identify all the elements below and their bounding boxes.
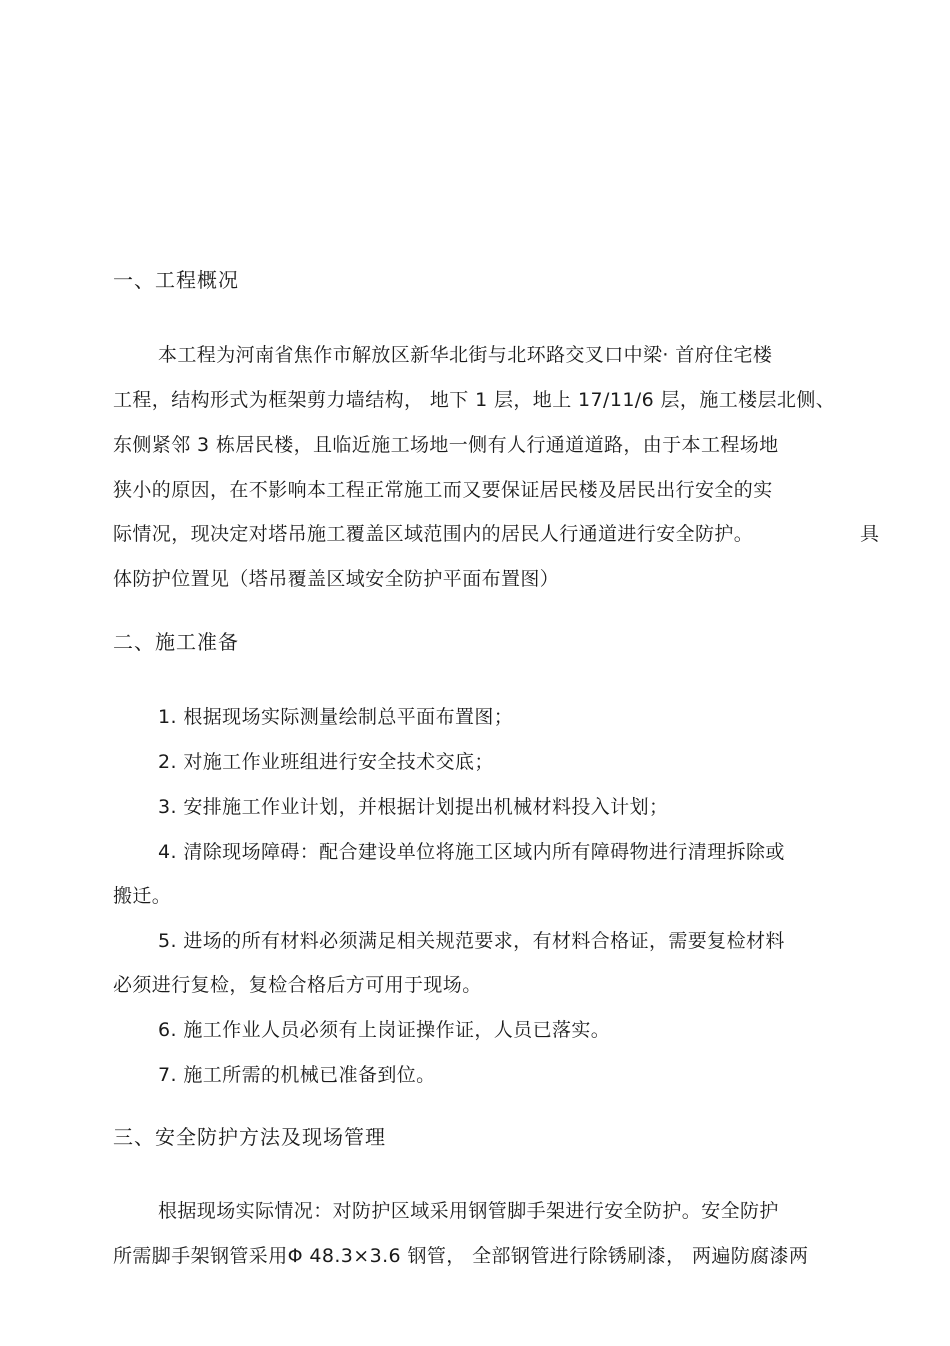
paragraph-line: 具 [860,523,880,545]
list-item: 2. 对施工作业班组进行安全技术交底； [158,751,494,773]
paragraph-line: 体防护位置见（塔吊覆盖区域安全防护平面布置图） [113,568,560,590]
list-item: 搬迁。 [113,885,172,907]
list-item: 3. 安排施工作业计划，并根据计划提出机械材料投入计划； [158,796,669,818]
paragraph-line: 根据现场实际情况：对防护区域采用钢管脚手架进行安全防护。安全防护 [158,1200,779,1222]
list-item: 1. 根据现场实际测量绘制总平面布置图； [158,706,514,728]
section-heading-safety-protection: 三、安全防护方法及现场管理 [113,1125,386,1149]
list-item: 6. 施工作业人员必须有上岗证操作证，人员已落实。 [158,1019,611,1041]
paragraph-line: 本工程为河南省焦作市解放区新华北街与北环路交叉口中梁· 首府住宅楼 [158,344,773,366]
paragraph-line: 狭小的原因，在不影响本工程正常施工而又要保证居民楼及居民出行安全的实 [113,479,773,501]
paragraph-line: 东侧紧邻 3 栋居民楼，且临近施工场地一侧有人行通道道路，由于本工程场地 [113,434,779,456]
paragraph-line: 际情况，现决定对塔吊施工覆盖区域范围内的居民人行通道进行安全防护。 [113,523,754,545]
list-item: 7. 施工所需的机械已准备到位。 [158,1064,436,1086]
list-item: 5. 进场的所有材料必须满足相关规范要求，有材料合格证，需要复检材料 [158,930,785,952]
list-item: 4. 清除现场障碍：配合建设单位将施工区域内所有障碍物进行清理拆除或 [158,841,785,863]
list-item: 必须进行复检，复检合格后方可用于现场。 [113,974,482,996]
paragraph-line: 所需脚手架钢管采用Φ 48.3×3.6 钢管， 全部钢管进行除锈刷漆， 两遍防腐漆两 [113,1245,809,1267]
paragraph-line: 工程，结构形式为框架剪力墙结构， 地下 1 层，地上 17/11/6 层，施工楼层北侧、 [113,389,836,411]
section-heading-overview: 一、工程概况 [113,268,239,292]
section-heading-preparation: 二、施工准备 [113,630,239,654]
